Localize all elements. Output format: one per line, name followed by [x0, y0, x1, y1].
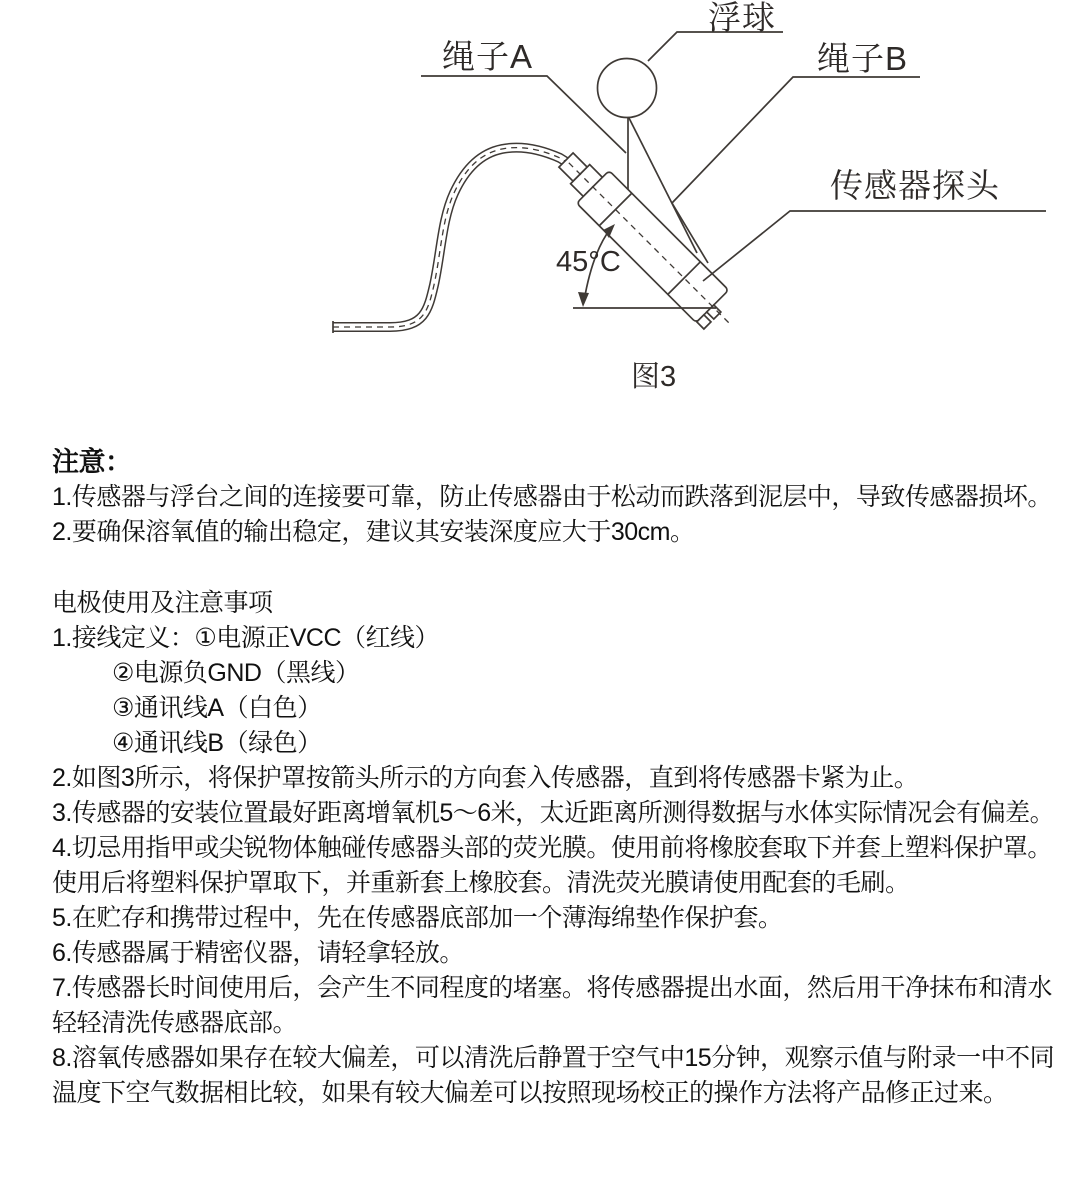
text-line: 使用后将塑料保护罩取下，并重新套上橡胶套。清洗荧光膜请使用配套的毛刷。 — [52, 869, 910, 897]
cable-inner — [333, 148, 568, 327]
text-line: ④通讯线B（绿色） — [112, 729, 322, 757]
text-line: 6.传感器属于精密仪器，请轻拿轻放。 — [52, 939, 464, 967]
cable-centerline — [333, 148, 568, 327]
sensor-axis-dashed — [569, 163, 729, 323]
text-line: 1.接线定义：①电源正VCC（红线） — [52, 624, 440, 652]
float-label-leader-line — [648, 32, 783, 61]
rope-a-label-leader-line — [421, 76, 626, 153]
text-line: ③通讯线A（白色） — [112, 694, 322, 722]
notice-title: 注意： — [52, 447, 132, 477]
angle-label: 45°C — [556, 246, 621, 278]
text-line: 温度下空气数据相比较，如果有较大偏差可以按照现场校正的操作方法将产品修正过来。 — [52, 1079, 1008, 1107]
text-line: 1.传感器与浮台之间的连接要可靠，防止传感器由于松动而跌落到泥层中，导致传感器损坏。 — [52, 483, 1052, 511]
text-line: 2.要确保溶氧值的输出稳定，建议其安装深度应大于30cm。 — [52, 518, 695, 546]
electrode-section — [52, 586, 1055, 1111]
cable-outline — [333, 148, 568, 327]
figure-caption: 图3 — [631, 361, 677, 393]
text-line: 5.在贮存和携带过程中，先在传感器底部加一个薄海绵垫作保护套。 — [52, 904, 783, 932]
sensor-body — [550, 144, 745, 339]
text-line: 2.如图3所示，将保护罩按箭头所示的方向套入传感器，直到将传感器卡紧为止。 — [52, 764, 919, 792]
float-ball — [598, 59, 657, 118]
electrode-lines — [52, 621, 1055, 1111]
text-line: 7.传感器长时间使用后，会产生不同程度的堵塞。将传感器提出水面，然后用干净抹布和清水 — [52, 974, 1052, 1002]
probe-label-leader-line — [703, 211, 1046, 281]
text-line: 轻轻清洗传感器底部。 — [52, 1009, 298, 1037]
electrode-title: 电极使用及注意事项 — [52, 589, 273, 617]
float-ball-label: 浮球 — [708, 0, 776, 36]
rope-a-label: 绳子A — [442, 38, 534, 75]
sensor-installation-diagram — [0, 0, 1080, 432]
text-line: ②电源负GND（黑线） — [112, 659, 360, 687]
notice-lines — [52, 480, 1052, 550]
rope-b-label: 绳子B — [817, 40, 909, 77]
text-line: 8.溶氧传感器如果存在较大偏差，可以清洗后静置于空气中15分钟，观察示值与附录一中不同 — [52, 1044, 1055, 1072]
probe-label: 传感器探头 — [830, 167, 1000, 204]
angle-arrowhead-down — [578, 292, 589, 307]
text-line: 3.传感器的安装位置最好距离增氧机5～6米，太近距离所测得数据与水体实际情况会有偏差。 — [52, 799, 1055, 827]
body-text — [52, 445, 1055, 1111]
text-line: 4.切忌用指甲或尖锐物体触碰传感器头部的荧光膜。使用前将橡胶套取下并套上塑料保护罩。 — [52, 834, 1052, 862]
